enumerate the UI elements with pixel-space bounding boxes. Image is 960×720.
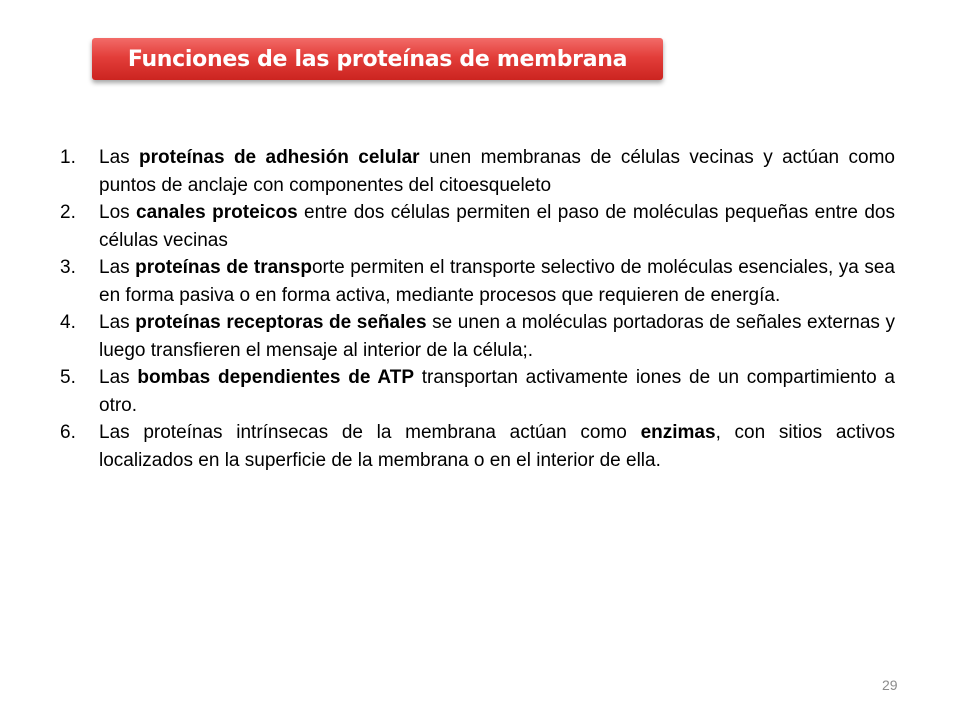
list-item-text: entre dos células permiten el paso de moléculas pequeñas entre dos células vecinas [99, 202, 895, 251]
list-item-text: Las [99, 257, 136, 278]
list-item-number: 4. [60, 312, 76, 333]
list-item-bold-term: proteínas de adhesión celular [139, 147, 420, 168]
list-item-number: 6. [60, 422, 76, 443]
list-item [60, 364, 895, 419]
list-item-text: orte permiten el transporte selectivo de moléculas esenciales, ya sea en forma pasiva o en forma activa, mediante procesos que requieren de energía. [99, 257, 895, 306]
list-item-text: Las proteínas intrínsecas de la membrana actúan como [99, 422, 641, 443]
list-item-number: 3. [60, 257, 76, 278]
list-item [60, 254, 895, 309]
list-item [60, 309, 895, 364]
list-item-text: Las [99, 147, 140, 168]
list-item-bold-term: proteínas receptoras de señales [135, 312, 427, 333]
list-item [60, 144, 895, 199]
list-item-bold-term: proteínas de transp [135, 257, 312, 278]
list-item-text: unen membranas de células vecinas y actúan como puntos de anclaje con componentes del citoesqueleto [99, 147, 895, 196]
slide-title: Funciones de las proteínas de membrana [127, 46, 628, 72]
list-item-bold-term: canales proteicos [136, 202, 298, 223]
protein-functions-list [60, 144, 895, 474]
list-item [60, 419, 895, 474]
list-item-text: se unen a moléculas portadoras de señales externas y luego transfieren el mensaje al interior de la célula;. [99, 312, 895, 361]
list-item-text: Las [99, 367, 138, 388]
list-item-number: 5. [60, 367, 76, 388]
list-item-number: 2. [60, 202, 76, 223]
list-item-text: transportan activamente iones de un compartimiento a otro. [99, 367, 895, 416]
page-number: 29 [882, 677, 898, 693]
list-item [60, 199, 895, 254]
list-item-number: 1. [60, 147, 76, 168]
slide-title-banner [92, 38, 663, 80]
list-item-bold-term: enzimas [640, 422, 716, 443]
list-item-text: , con sitios activos localizados en la superficie de la membrana o en el interior de ella. [99, 422, 895, 471]
list-item-bold-term: bombas dependientes de ATP [137, 367, 415, 388]
list-item-text: Los [99, 202, 137, 223]
list-item-text: Las [99, 312, 136, 333]
